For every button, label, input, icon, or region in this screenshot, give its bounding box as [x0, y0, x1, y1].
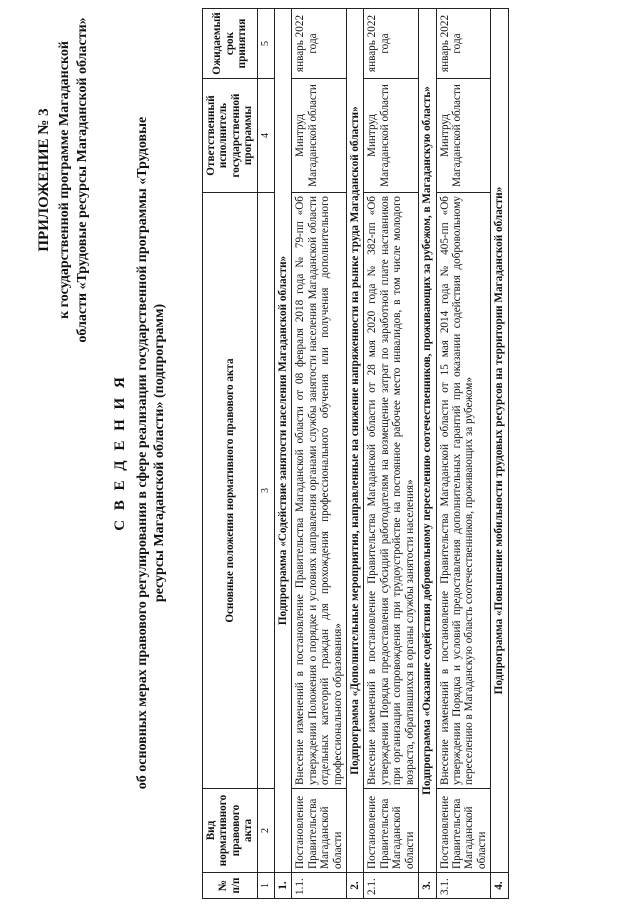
subprogram-title: Подпрограмма «Повышение мобильности трудовых ресурсов на территории Магаданской области» — [491, 9, 508, 873]
header-act-type: Вид нормативного правового акта — [203, 789, 258, 873]
header-number: № п/п — [203, 873, 258, 899]
column-number: 5 — [257, 9, 274, 79]
table-row — [364, 9, 419, 899]
column-number: 4 — [257, 79, 274, 193]
act-content: Внесение изменений в постановление Правительства Магаданской области от 15 мая 2014 года № 405-пп «Об утверждении Порядка и условий предоставления дополнительных гарантий при оказании содействия добровольному переселению в Магаданскую область соотечественников, проживающих за рубежом» — [436, 193, 491, 789]
subprogram-number: 4. — [491, 873, 508, 899]
row-number: 2.1. — [364, 873, 419, 899]
act-content: Внесение изменений в постановление Правительства Магаданской области от 08 февраля 2018 года № 79-пп «Об утверждении Положения о порядке и условиях направления органами службы занятости населения Магаданской области отдельных категорий граждан для прохождения профессионального обучения или получения дополнительного профессионального образования» — [292, 193, 347, 789]
subprogram-number: 3. — [419, 873, 436, 899]
subprogram-row — [419, 9, 436, 899]
row-number: 3.1. — [436, 873, 491, 899]
executor: Минтруд Магаданской области — [364, 79, 419, 193]
row-number: 1.1. — [292, 873, 347, 899]
deadline: январь 2022 года — [436, 9, 491, 79]
table-row — [436, 9, 491, 899]
document-subtitle: об основных мерах правового регулирования в сфере реализации государственной программы «Трудовые ресурсы Магаданской области» (подпрограмм) — [135, 116, 167, 790]
executor: Минтруд Магаданской области — [292, 79, 347, 193]
subprogram-number: 2. — [347, 873, 364, 899]
column-number-row — [257, 9, 274, 899]
column-number: 1 — [257, 873, 274, 899]
act-type: Постановление Правительства Магаданской области — [364, 789, 419, 873]
subprogram-row — [275, 9, 292, 899]
deadline: январь 2022 года — [292, 9, 347, 79]
subprogram-row — [491, 9, 508, 899]
act-content: Внесение изменений в постановление Правительства Магаданской области от 28 мая 2020 года № 382-пп «Об утверждении Порядка предоставления субсидий работодателям на возмещение затрат по заработной плате наставников при организации сопровождения при трудоустройстве на постоянное рабочее место инвалидов, в том числе молодого возраста, обратившихся в органы службы занятости населения» — [364, 193, 419, 789]
act-type: Постановление Правительства Магаданской области — [436, 789, 491, 873]
table-header-row — [203, 9, 258, 899]
appendix-subtitle: к государственной программе Магаданской области «Трудовые ресурсы Магаданской области» — [57, 17, 90, 343]
subprogram-title: Подпрограмма «Содействие занятости населения Магаданской области» — [275, 9, 292, 873]
subprogram-number: 1. — [275, 873, 292, 899]
header-deadline: Ожидаемый срок принятия — [203, 9, 258, 79]
document-title: С В Е Д Е Н И Я — [112, 374, 128, 531]
column-number: 2 — [257, 789, 274, 873]
subprogram-title: Подпрограмма «Дополнительные мероприятия, направленные на снижение напряженности на рынке труда Магаданской области» — [347, 9, 364, 873]
column-number: 3 — [257, 193, 274, 789]
act-type: Постановление Правительства Магаданской области — [292, 789, 347, 873]
subprogram-title: Подпрограмма «Оказание содействия добровольному переселению соотечественников, проживающих за рубежом, в Магаданскую область» — [419, 9, 436, 873]
header-content: Основные положения нормативного правового акта — [203, 193, 258, 789]
legal-measures-table — [202, 8, 509, 899]
executor: Минтруд Магаданской области — [436, 79, 491, 193]
deadline: январь 2022 года — [364, 9, 419, 79]
table-row — [292, 9, 347, 899]
appendix-title: ПРИЛОЖЕНИЕ № 3 — [36, 108, 52, 252]
header-executor: Ответственный исполнитель государственной программы — [203, 79, 258, 193]
subprogram-row — [347, 9, 364, 899]
